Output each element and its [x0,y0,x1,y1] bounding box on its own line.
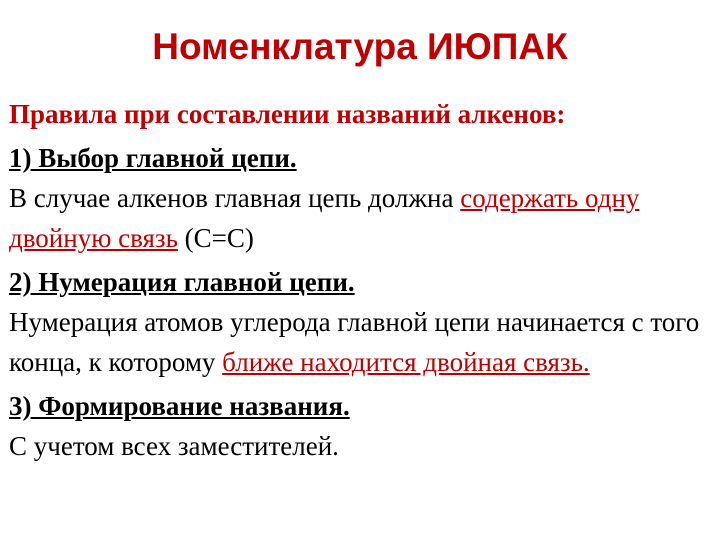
section-1-text [9,178,709,258]
section-2-text [9,302,709,382]
section-3-text: С учетом всех заместителей. [9,431,339,461]
section-1-text-after: (С=С) [177,223,254,253]
section-3-heading: 3) Формирование названия. [9,391,350,421]
section-2-heading: 2) Нумерация главной цепи. [9,267,355,297]
section-2-text-before: Нумерация атомов углерода главной цепи начинается с того конца, к которому [9,307,700,377]
subtitle: Правила при составлении названий алкенов: [9,99,566,129]
section-1-highlight: содержать одну двойную связь [9,183,640,253]
section-2-highlight: ближе находится двойная связь. [222,347,590,377]
slide-title: Номенклатура ИЮПАК [152,26,568,67]
section-1-heading: 1) Выбор главной цепи. [9,143,297,173]
slide-content [9,94,709,466]
section-1-text-before: В случае алкенов главная цепь должна [9,183,461,213]
